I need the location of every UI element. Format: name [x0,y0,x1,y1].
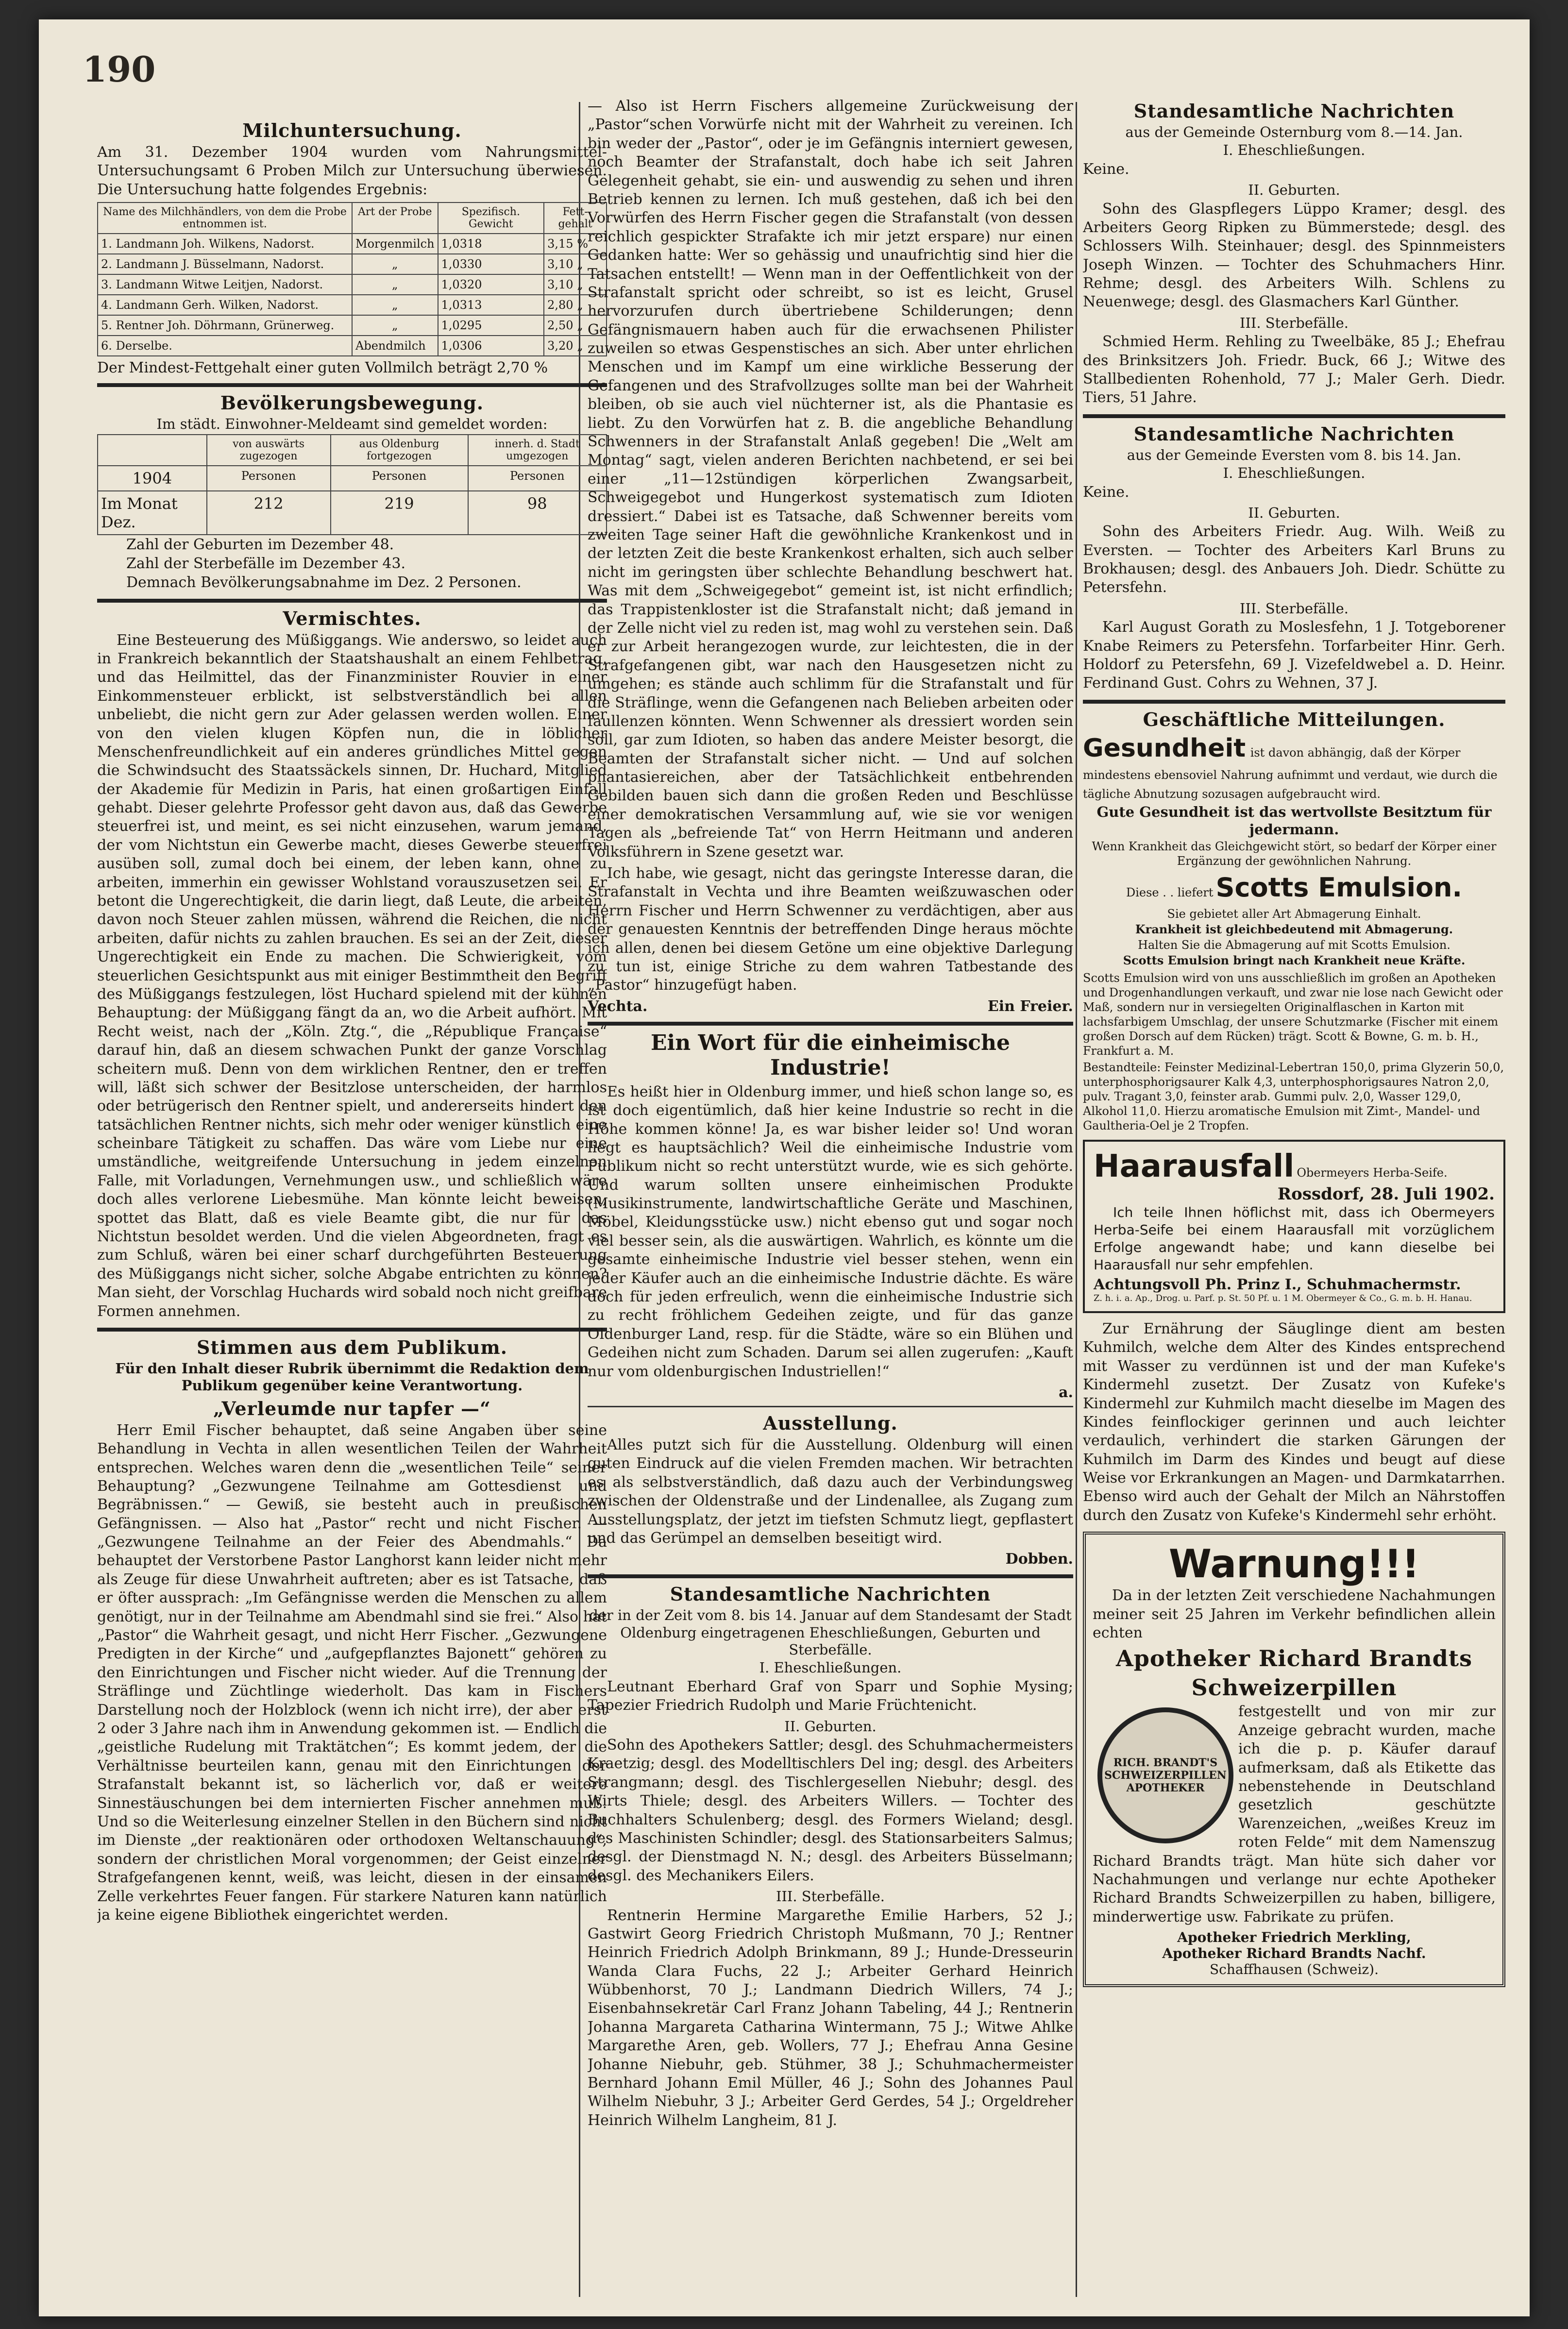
cell: 3,15 % [544,234,607,254]
signature-name: a. [1059,1384,1073,1401]
scotts-ill2: Krankheit ist gleichbedeutend mit Abmagerung. [1135,922,1453,937]
cell: Personen [207,466,331,491]
scotts-power: Scotts Emulsion bringt nach Krankheit neue Kräfte. [1123,953,1466,968]
milk-header: Art der Probe [352,203,438,234]
registry-title: Standesamtliche Nachrichten [670,1583,991,1605]
health-block [1083,732,1505,803]
cell: 1,0313 [438,295,544,315]
exhibit-title: Ausstellung. [763,1412,898,1434]
pop-table [97,434,607,535]
cell: 212 [207,491,331,535]
page-number: 190 [83,49,156,90]
cell: 6. Derselbe. [98,336,352,356]
hair-title: Haarausfall [1094,1148,1295,1185]
exhibit-text: Alles putzt sich für die Ausstellung. Oldenburg will einen guten Eindruck auf die vielen Fremden machen. Wir betrachten es als selbstverständlich, daß dazu auch der Verbindungsweg zwischen der Oldenstraße und der Lindenallee, als Zugang zum Ausstellungsplatz, der jetzt im tiefsten Schmutz liegt, gepflastert und das Gerümpel an demselben beseitigt wird. [588,1436,1073,1547]
column-rule-2 [1076,102,1077,2297]
registry-t1: Leutnant Eberhard Graf von Sparr und Sophie Mysing; Tapezier Friedrich Rudolph und Marie Früchtenicht. [588,1678,1073,1714]
cell: 2,80 „ [544,295,607,315]
scotts-hold: Halten Sie die Abmagerung auf mit Scotts Emulsion. [1138,938,1450,952]
brandt-stamp-text: RICH. BRANDT'S SCHWEIZERPILLEN APOTHEKER [1104,1756,1227,1795]
pop-line: Zahl der Geburten im Dezember 48. [126,536,394,553]
reg2-t3: Karl August Gorath zu Moslesfehn, 1 J. Totgeborener Knabe Reimers zu Petersfehn. Torfarbeiter Hinr. Gerh. Holdorf zu Petersfehn, 69 J. Vizefeldwebel a. D. Heinr. Ferdinand Gust. Cohrs zu Wehnen, 37 J. [1083,619,1505,692]
letter-text-2: Ich habe, wie gesagt, nicht das geringste Interesse daran, die Strafanstalt in Vechta und ihre Beamten weißzuwaschen oder Herrn Fischer und Herrn Schwenner zu verdächtigen, aber aus der genauesten Kenntnis der betreffenden Dinge heraus möchte ich allen, denen bei diesem Getöne um eine objektive Darlegung zu tun ist, einige Striche zu dem wahren Tatbestande des „Pastor“ hinzugefügt haben. [588,865,1073,994]
warning-place: Schaffhausen (Schweiz). [1209,1961,1379,1978]
signature-name: Ein Freier. [987,997,1073,1015]
cell: 1,0306 [438,336,544,356]
industry-title: Ein Wort für die einheimische Industrie! [651,1030,1010,1080]
warning-sig1: Apotheker Friedrich Merkling, [1177,1929,1411,1946]
pop-line: Demnach Bevölkerungsabnahme im Dez. 2 Personen. [126,574,522,591]
cell: 3. Landmann Witwe Leitjen, Nadorst. [98,274,352,295]
warning-title: Warnung!!! [1168,1541,1420,1587]
reg1-t3: Schmied Herm. Rehling zu Tweelbäke, 85 J.; Ehefrau des Brinksitzers Joh. Friedr. Buck, 66 J.; Witwe des Stallbedienten Rohenhold, 77 J.; Maler Gerh. Diedr. Tiers, 51 Jahre. [1083,333,1505,406]
public-title: Stimmen aus dem Publikum. [197,1336,507,1358]
industry-text: Es heißt hier in Oldenburg immer, und hieß schon lange so, es ist doch eigentümlich, daß hier keine Industrie so recht in die Höhe kommen könne! Ja, es war bisher leider so! Und woran liegt es hauptsächlich? Weil die einheimische Industrie vom Publikum nicht so recht unterstützt wurde, wie es sich gehörte. Und warum sollten unsere einheimischen Produkte (Musikinstrumente, landwirtschaftliche Geräte und Maschinen, Möbel, Kleidungsstücke usw.) nicht ebenso gut und sogar noch viel besser sein, als die auswärtigen. Wahrlich, es könnte um die gesamte einheimische Industrie viel besser stehen, wenn ein jeder Käufer auch an die einheimische Industrie dächte. Es wäre doch für jeden erfreulich, wenn die einheimische Industrie sich zu recht fröhlichem Gedeihen zeigte, und für das ganze Oldenburger Land, resp. für die Städte, wäre so ein Blühen und Gedeihen nicht zum Schaden. Darum sei allen zugerufen: „Kauft nur vom oldenburgischen Industriellen!“ [588,1083,1073,1380]
column-3 [1083,97,1505,1987]
hair-text: Ich teile Ihnen höflichst mit, dass ich Obermeyers Herba-Seife bei einem Haarausfall mit vorzüglichem Erfolge angewandt habe; und kann dieselbe bei Haarausfall nur sehr empfehlen. [1094,1204,1495,1273]
milk-header: Fett-gehalt [544,203,607,234]
cell: Abendmilch [352,336,438,356]
scotts-gives: Sie gebietet aller Art Abmagerung Einhalt. [1167,907,1421,921]
cell: Personen [331,466,468,491]
hair-ad [1083,1140,1505,1313]
reg1-t2: Sohn des Glaspflegers Lüppo Kramer; desgl. des Arbeiters Georg Ripken zu Bümmerstede; desgl. des Schlossers Wilh. Steinhauer; desgl. des Spinnmeisters Joseph Winzen. — Tochter des Schuhmachers Hinr. Rehme; desgl. des Arbeiters Wilh. Schlens zu Neuenwege; desgl. des Glasmachers Karl Günther. [1083,200,1505,311]
pop-header: aus Oldenburg fortgezogen [331,435,468,466]
cell: 2. Landmann J. Büsselmann, Nadorst. [98,254,352,274]
cell: Personen [468,466,607,491]
table-row [98,254,607,274]
cell: Morgenmilch [352,234,438,254]
table-row [98,295,607,315]
cell: 2,50 „ [544,315,607,336]
warning-intro: Da in der letzten Zeit verschiedene Nachahmungen meiner seit 25 Jahren im Verkehr befindlichen allein echten [1093,1587,1496,1642]
cell: Im Monat Dez. [98,491,207,535]
milk-footer: Der Mindest-Fettgehalt einer guten Vollmilch beträgt 2,70 % [97,359,548,377]
health-word: Gesundheit [1083,733,1246,763]
milk-title: Milchuntersuchung. [242,119,462,141]
table-row [98,234,607,254]
reg1-h1: I. Eheschließungen. [1223,142,1366,159]
cell: 3,10 „ [544,254,607,274]
divider [588,1574,1073,1578]
warning-ad [1083,1532,1505,1987]
pop-lines [97,535,607,592]
milk-intro: Am 31. Dezember 1904 wurden vom Nahrungsmittel-Untersuchungsamt 6 Proben Milch zur Untersuchung überwiesen. Die Untersuchung hatte folgendes Ergebnis: [97,144,607,198]
newspaper-page [39,19,1530,2316]
misc-title: Vermischtes. [283,607,422,629]
pop-header [98,435,207,466]
cell: 1904 [98,466,207,491]
health-text: ist davon abhängig, daß der Körper mindestens ebensoviel Nahrung aufnimmt und verdaut, wie durch die tägliche Abnutzung sozusagen aufgebraucht wird. [1083,745,1498,801]
pop-line: Zahl der Sterbefälle im Dezember 43. [126,555,406,572]
reg2-sub: aus der Gemeinde Eversten vom 8. bis 14. Jan. [1127,446,1462,463]
cell: 1,0295 [438,315,544,336]
divider [97,383,607,387]
divider [97,599,607,603]
hair-sign: Achtungsvoll Ph. Prinz I., Schuhmachermstr. [1094,1276,1461,1294]
pop-header: von auswärts zugezogen [207,435,331,466]
reg1-h2: II. Geburten. [1248,182,1340,199]
exhibit-signature [588,1551,1073,1568]
warning-line2: Schweizerpillen [1191,1674,1397,1701]
table-row [98,315,607,336]
registry-h1: I. Eheschließungen. [759,1659,902,1676]
milk-header-row [98,203,607,234]
public-text: Herr Emil Fischer behauptet, daß seine Angaben über seine Behandlung in Vechta in allen wesentlichen Teilen der Wahrheit entsprechen. Welches waren denn die „wesentlichen Teile“ seiner Behauptung? „Gezwungene Teilnahme am Gottesdienst und Begräbnissen.“ — Gewiß, sie besteht auch in preußischen Gefängnissen. — Also hat „Pastor“ recht und nicht Fischer. — „Gezwungene Teilnahme an der Feier des Abendmahls.“ Da behauptet der Verstorbene Pastor Langhorst kann leider nicht mehr als Zeuge für diese Unwahrheit auftreten; aber es ist Tatsache, daß er öfter aussprach: „Im Gefängnisse werden die Menschen zu allem genötigt, nur in der Teilnahme am Abendmahl sind sie frei.“ Also hat „Pastor“ die Wahrheit gesagt, und nicht Herr Fischer. „Gezwungene Predigten in der Kirche“ und „aufgepflanztes Bajonett“ gehören zu den Einrichtungen und Fischer nicht wieder. Auf die Trennung der Sträflinge und Züchtlinge wiederholt. Das kam in Fischers Darstellung noch der Holzblock (wenn ich nicht irre), der aber erst 2 oder 3 Jahre nach ihm in Anwendung gekommen ist. — Endlich die „geistliche Rudelung mit Traktätchen“; Es kommt jedem, der die Verhältnisse beurteilen kann, genau mit den Einrichtungen der Strafanstalt bekannt ist, so lächerlich vor, daß er weitere Sinnestäuschungen bei dem internierten Fischer annehmen muß. Und so die Weiterlesung einzelner Stellen in den Büchern sind nicht im Dienste „der reaktionären oder orthodoxen Weltanschauung“, sondern der christlichen Moral vorgenommen; der Geist einzelner Strafgefangenen kennt, weiß, was leicht, diesen in der einsamen Zelle verkehrtes Feuer fangen. Für starkere Naturen kann natürlich ja keine eigene Bibliothek eingerichtet werden. [97,1421,607,1924]
reg1-sub: aus der Gemeinde Osternburg vom 8.—14. Jan. [1125,124,1463,140]
scotts-brand-row [1083,872,1505,903]
hair-header [1094,1148,1495,1184]
registry-t3: Rentnerin Hermine Margarethe Emilie Harbers, 52 J.; Gastwirt Georg Friedrich Christoph Mußmann, 70 J.; Rentner Heinrich Friedrich Adolph Brinkmann, 89 J.; Hunde-Dresseurin Wanda Clara Fuchs, 22 J.; Arbeiter Gerhard Heinrich Wübbenhorst, 70 J.; Landmann Diedrich Willers, 74 J.; Eisenbahnsekretär Carl Franz Johann Tabeling, 44 J.; Rentnerin Johanna Margareta Catharina Wintermann, 75 J.; Witwe Ahlke Margarethe Aren, geb. Wollers, 77 J.; Ehefrau Anna Gesine Johanne Niebuhr, geb. Stühmer, 38 J.; Schuhmachermeister Bernhard Johann Emil Müller, 46 J.; Sohn des Johannes Paul Wilhelm Niebuhr, 3 J.; Arbeiter Gerd Gerdes, 54 J.; Orgeldreher Heinrich Wilhelm Langheim, 81 J. [588,1907,1073,2129]
reg1-title: Standesamtliche Nachrichten [1133,100,1455,122]
registry-sub: der in der Zeit vom 8. bis 14. Januar auf dem Standesamt der Stadt Oldenburg eingetragenen Eheschließungen, Geburten und Sterbefälle. [589,1607,1072,1658]
brandt-stamp [1097,1707,1233,1843]
letter-signature [588,998,1073,1015]
cell: 4. Landmann Gerh. Wilken, Nadorst. [98,295,352,315]
divider [588,1406,1073,1407]
scotts-brand: Scotts Emulsion. [1215,872,1463,903]
reg2-t1: Keine. [1083,483,1130,501]
cell: 5. Rentner Joh. Döhrmann, Grünerweg. [98,315,352,336]
table-row [98,336,607,356]
public-disclaimer: Für den Inhalt dieser Rubrik übernimmt die Redaktion dem Publikum gegenüber keine Verantwortung. [115,1360,589,1394]
reg2-title: Standesamtliche Nachrichten [1133,422,1455,445]
reg1-h3: III. Sterbefälle. [1239,314,1349,331]
table-row [98,466,607,491]
scotts-small: Scotts Emulsion wird von uns ausschließlich im großen an Apotheken und Drogenhandlungen verkauft, und zwar nie lose nach Gewicht oder Maß, sondern nur in versiegelten Originalflaschen in Karton mit lachsfarbigem Umschlag, der unsere Schutzmarke (Fischer mit einem großen Dorsch auf dem Rücken) trägt. Scott & Bowne, G. m. b. H., Frankfurt a. M. [1083,971,1503,1058]
cell: 3,20 „ [544,336,607,356]
cell: 3,10 „ [544,274,607,295]
registry-t2: Sohn des Apothekers Sattler; desgl. des Schuhmachermeisters Kraetzig; desgl. des Modelltischlers Del ing; desgl. des Arbeiters Strangmann; desgl. des Tischlergesellen Niebuhr; desgl. des Wirts Thiele; desgl. des Arbeiters Willers. — Tochter des Buchhalters Schulenberg; desgl. des Formers Wieland; desgl. des Maschinisten Schindler; desgl. des Stationsarbeiters Salmus; desgl. der Dienstmagd N. N.; desgl. des Arbeiters Büsselmann; desgl. des Mechanikers Eilers. [588,1737,1073,1884]
milk-table [97,202,607,356]
pop-header-row [98,435,607,466]
cell: 98 [468,491,607,535]
column-2 [588,97,1073,2133]
divider [588,1022,1073,1026]
cell: „ [352,295,438,315]
scotts-ingredients: Bestandteile: Feinster Medizinal-Lebertran 150,0, prima Glyzerin 50,0, unterphosphorigsaurer Kalk 4,3, unterphosphorigsaures Natron 2,0, pulv. Tragant 3,0, feinster arab. Gummi pulv. 2,0, Wasser 129,0, Alkohol 11,0. Hierzu aromatische Emulsion mit Zimt-, Mandel- und Gaultheria-Oel je 2 Tropfen. [1083,1061,1504,1133]
registry-h2: II. Geburten. [784,1718,877,1735]
signature-place: Vechta. [588,997,648,1015]
these-label: Diese . . liefert [1126,886,1214,900]
misc-text: Eine Besteuerung des Müßiggangs. Wie anderswo, so leidet auch in Frankreich bekanntlich der Staatshaushalt an einem Fehlbetrag, und das Heilmittel, das der Finanzminister Rouvier in einer Einkommensteuer erblickt, ist selbstverständlich bei allen unbeliebt, die nicht gern zur Ader gelassen werden wollen. Einer von den vielen klugen Köpfen nun, die in löblicher Menschenfreundlichkeit auf ein anderes gründliches Mittel gegen die Schwindsucht des Staatssäckels sinnen, Dr. Huchard, Mitglied der Akademie für Medizin in Paris, hat einen großartigen Einfall gehabt. Dieser gelehrte Professor geht davon aus, daß das Gewerbe steuerfrei ist, und meint, es sei nicht einzusehen, warum jemand, der vom Nichtstun ein Gewerbe macht, dieses Gewerbe steuerfrei ausüben soll, zumal doch bei einem, der leben kann, ohne zu arbeiten, immerhin ein gewisser Wohlstand vorauszusetzen sei. Er betont die Ungerechtigkeit, die darin liegt, daß Leute, die arbeiten, davon noch Steuer zahlen müssen, während die Reichen, die nicht arbeiten, dafür nichts zu zahlen brauchen. Es sei an der Zeit, dieser Ungerechtigkeit ein Ende zu machen. Die Schwierigkeit, vom steuerlichen Gesichtspunkt aus mit einiger Bestimmtheit den Begriff des Müßiggangs festzulegen, löst Huchard spielend mit der kühnen Behauptung: der Müßiggang fängt da an, wo die Arbeit aufhört. Mit Recht weist, nach der „Köln. Ztg.“, die „République Française“ darauf hin, daß an diesem schwachen Punkt der ganze Vorschlag scheitern muß. Denn von dem wirklichen Rentner, den er treffen will, läßt sich schwer der Besitzlose unterscheiden, der harmlos oder betrügerisch den Rentner spielt, und andererseits hindert den tatsächlichen Rentner nichts, sich mehr oder weniger künstlich eine scheinbare Tätigkeit zu schaffen. Das wäre vom Liebe nur eine umständliche, weitgreifende Untersuchung in jedem einzelnen Falle, mit Vorladungen, Vernehmungen usw., und schließlich wäre doch alles verlorene Liebesmühe. Man könnte leicht beweisen, spottet das Blatt, daß es viele Beamte gibt, die nur für das Nichtstun besoldet werden. Und die vielen Abgeordneten, fragt es zum Schluß, wären bei einer scharf durchgeführten Besteuerung des Müßiggangs nicht sicher, solche Abgabe entrichten zu können? Man sieht, der Vorschlag Huchards wird sobald noch nicht greifbare Formen annehmen. [97,631,607,1320]
warning-line1: Apotheker Richard Brandts [1116,1645,1472,1672]
hair-brand: Obermeyers Herba-Seife. [1297,1166,1448,1180]
biz-title: Geschäftliche Mitteilungen. [1143,708,1446,730]
warning-text: festgestellt und von mir zur Anzeige gebracht wurden, mache ich die p. p. Käufer darauf aufmerksam, daß als Etikette das nebenstehende in Deutschland gesetzlich geschützte Warenzeichen, „weißes Kreuz im roten Felde“ mit dem Namenszug Richard Brandts trägt. Man hüte sich daher vor Nachahmungen und verlange nur echte Apotheker Richard Brandts Schweizerpillen zu haben, billigere, minderwertige usw. Fabrikate zu prüfen. [1093,1703,1496,1925]
pop-header: innerh. d. Stadt umgezogen [468,435,607,466]
good-health: Gute Gesundheit ist das wertvollste Besitztum für jedermann. [1096,804,1492,838]
pop-intro: Im städt. Einwohner-Meldeamt sind gemeldet worden: [156,416,548,433]
divider [97,1328,607,1332]
cell: 219 [331,491,468,535]
industry-signature [588,1384,1073,1401]
warning-sig2: Apotheker Richard Brandts Nachf. [1162,1945,1426,1962]
cell: 1,0330 [438,254,544,274]
cell: 1,0320 [438,274,544,295]
pop-title: Bevölkerungsbewegung. [220,392,484,414]
reg1-t1: Keine. [1083,160,1130,178]
milk-header: Spezifisch. Gewicht [438,203,544,234]
reg2-t2: Sohn des Arbeiters Friedr. Aug. Wilh. Weiß zu Eversten. — Tochter des Arbeiters Karl Bruns zu Brokhausen; desgl. des Anbauers Joh. Diedr. Schütte zu Petersfehn. [1083,523,1505,596]
column-1 [97,117,607,1927]
reg2-h3: III. Sterbefälle. [1239,600,1349,617]
cell: 1,0318 [438,234,544,254]
cell: „ [352,254,438,274]
hair-place: Rossdorf, 28. Juli 1902. [1277,1184,1495,1204]
table-row [98,274,607,295]
signature-name: Dobben. [1005,1551,1073,1568]
divider [1083,414,1505,418]
hair-small: Z. h. i. a. Ap., Drog. u. Parf. p. St. 50 Pf. u. 1 M. Obermeyer & Co., G. m. b. H. Hanau. [1094,1293,1472,1304]
milk-header: Name des Milchhändlers, von dem die Probe entnommen ist. [98,203,352,234]
letter-text-1: — Also ist Herrn Fischers allgemeine Zurückweisung der „Pastor“schen Vorwürfe nicht mit der Wahrheit zu vereinen. Ich bin weder der „Pastor“, oder je im Gefängnis interniert gewesen, noch Beamter der Strafanstalt, doch habe ich seit Jahren Gelegenheit gehabt, sie ein- und auswendig zu sehen und ihren Betrieb kennen zu lernen. Ich muß gestehen, daß ich bei den Vorwürfen des Herrn Fischer gegen die Strafanstalt (von dessen reichlich gespickter Strafakte ich mir jetzt erspare) nur einen Gedanken hatte: Wer so gehässig und unaufrichtig sind hier die Tatsachen entstellt! — Wenn man in der Oeffentlichkeit von der Strafanstalt spricht oder schreibt, so ist es leicht, Grusel hervorzurufen durch übertriebene Schilderungen; denn Gefängnismauern haben auch für die erwachsenen Philister zuweilen so etwas Gespenstisches an sich. Aber unter ehrlichen Menschen und im Kampf um eine wirkliche Besserung der Gefangenen und des Strafvollzuges sollte man bei der Wahrheit bleiben, ob sie auch viel nüchterner ist, als die Phantasie es liebt. Zu den Vorwürfen hat z. B. die angebliche Behandlung Schwenners in der Strafanstalt Anlaß gegeben! Die „Welt am Montag“ sagt, vielen anderen Berichten nachbetend, er sei bei einer „11—12stündigen körperlichen Zwangsarbeit, Schweigegebot und Hungerkost systematisch zum Idioten dressiert.“ Dabei ist es Tatsache, daß Schwenner bereits vom zweiten Tage seiner Haft die gewöhnliche Krankenkost und in der letzten Zeit die beste Krankenkost erhalten, sich auch selber nicht im geringsten über schlechte Behandlung beschwert hat. Was mit dem „Schweigegebot“ gemeint ist, ist nicht erfindlich; das Trappistenkloster ist die Strafanstalt nicht; daß jemand in der Zelle nicht viel zu reden ist, mag wohl zu verstehen sein. Daß er zur Arbeit herangezogen wurde, zur leichtesten, die in der Strafgefangenen gibt, war nach den Hausgesetzen nicht zu umgehen; es stände auch schlimm für die Strafanstalt und für die Sträflinge, wenn die Gefangenen nach Belieben arbeiten oder faullenzen könnten. Wenn Schwenner als dressiert worden sein soll, gar zum Idioten, so haben das andere Meister besorgt, die Beamten der Strafanstalt sicher nicht. — Und auf solchen phantasiereichen, aber der Tatsächlichkeit entbehrenden Gebilden bauen sich dann die großen Reden und Beschlüsse einer demokratischen Versammlung auf, wie sie vor wenigen Tagen als „befreiende Tat“ von Herrn Heitmann und anderen Volksführern in Szene gesetzt war. [588,98,1073,861]
baby-text: Zur Ernährung der Säuglinge dient am besten Kuhmilch, welche dem Alter des Kindes entsprechend mit Wasser zu verdünnen ist und der man Kufeke's Kindermehl zusetzt. Der Zusatz von Kufeke's Kindermehl zur Kuhmilch macht dieselbe im Magen des Kindes feinflockiger gerinnen und auch leichter verdaulich, verhindert die starken Gärungen der Kuhmilch im Darm des Kindes und beugt auf diese Weise vor Erkrankungen an Magen- und Darmkatarrhen. Ebenso wird auch der Gehalt der Milch an Nährstoffen durch den Zusatz von Kufeke's Kindermehl sehr erhöht. [1083,1320,1505,1524]
reg2-h2: II. Geburten. [1248,504,1340,521]
cell: 1. Landmann Joh. Wilkens, Nadorst. [98,234,352,254]
divider [1083,700,1505,704]
illness-text: Wenn Krankheit das Gleichgewicht stört, so bedarf der Körper einer Ergänzung der gewöhnlichen Nahrung. [1092,840,1497,868]
cell: „ [352,315,438,336]
registry-h3: III. Sterbefälle. [776,1888,885,1905]
cell: „ [352,274,438,295]
table-row [98,491,607,535]
public-subtitle: „Verleumde nur tapfer —“ [213,1397,491,1419]
reg2-h1: I. Eheschließungen. [1223,465,1366,482]
